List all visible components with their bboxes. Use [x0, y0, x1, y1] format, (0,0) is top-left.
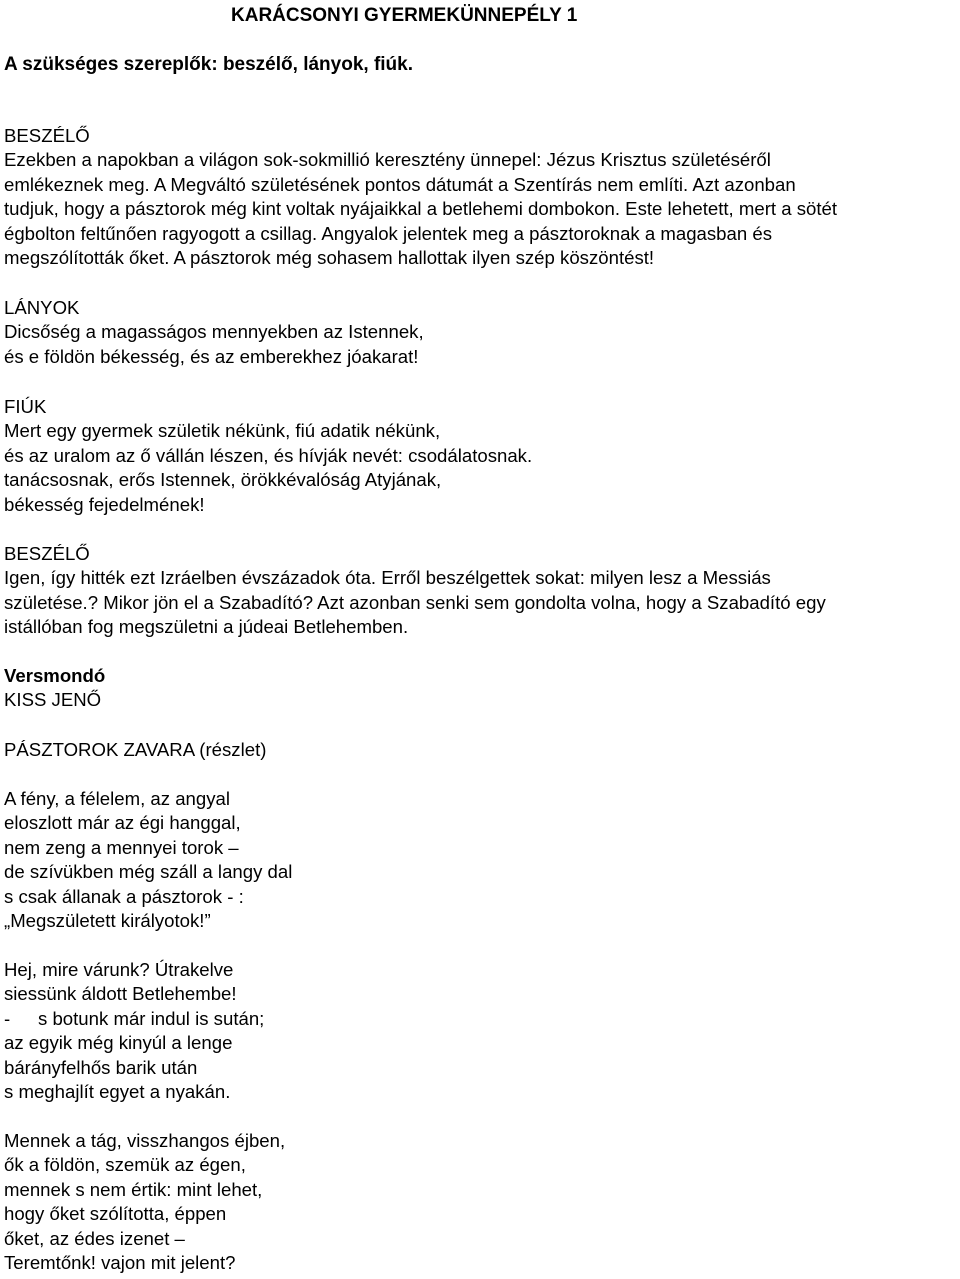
poem-line: de szívükben még száll a langy dal — [4, 861, 293, 883]
text-line: születése.? Mikor jön el a Szabadító? Azt azonban senki sem gondolta volna, hogy a Szabadító egy — [4, 591, 826, 613]
poem-line: siessünk áldott Betlehembe! — [4, 983, 237, 1005]
poem-title: PÁSZTOROK ZAVARA (részlet) — [4, 739, 267, 760]
poem-line: nem zeng a mennyei torok – — [4, 836, 239, 858]
poem-line: mennek s nem értik: mint lehet, — [4, 1178, 263, 1200]
speaker-section-boys — [4, 395, 956, 517]
poem-line: eloszlott már az égi hanggal, — [4, 812, 241, 834]
poem-line: s csak állanak a pásztorok - : — [4, 885, 244, 907]
text-line: és az uralom az ő vállán lészen, és hívják nevét: csodálatosnak. — [4, 444, 533, 466]
poem-stanza-3 — [4, 1129, 956, 1275]
speaker-label: BESZÉLŐ — [4, 543, 90, 564]
poem-line: az egyik még kinyúl a lenge — [4, 1032, 233, 1054]
poem-line: őket, az édes izenet – — [4, 1227, 185, 1249]
poem-line: hogy őket szólította, éppen — [4, 1203, 227, 1225]
speaker-label: BESZÉLŐ — [4, 125, 90, 146]
speaker-section-girls — [4, 296, 956, 369]
poem-line: Mennek a tág, visszhangos éjben, — [4, 1130, 286, 1151]
poem-author: KISS JENŐ — [4, 689, 102, 711]
poem-line: „Megszületett királyotok!” — [4, 910, 211, 932]
text-line: békesség fejedelmének! — [4, 493, 205, 515]
text-line: és e földön békesség, és az emberekhez jóakarat! — [4, 345, 419, 367]
poem-stanza-2 — [4, 958, 956, 1104]
reciter-role: Versmondó — [4, 665, 106, 686]
cast-list: A szükséges szereplők: beszélő, lányok, fiúk. — [4, 54, 414, 75]
text-line: égbolton feltűnően ragyogott a csillag. Angyalok jelentek meg a pásztoroknak a magasban és — [4, 222, 773, 244]
poem-header — [4, 664, 956, 713]
speaker-section-narrator-1 — [4, 124, 956, 270]
document-title: KARÁCSONYI GYERMEKÜNNEPÉLY 1 — [231, 5, 578, 26]
text-line: megszólították őket. A pásztorok még sohasem hallottak ilyen szép köszöntést! — [4, 247, 655, 269]
poem-line-text: s botunk már indul is sután; — [38, 1007, 265, 1029]
line-dash: - — [4, 1007, 11, 1029]
poem-line: A fény, a félelem, az angyal — [4, 788, 231, 809]
poem-line: Hej, mire várunk? Útrakelve — [4, 959, 234, 980]
speaker-label: LÁNYOK — [4, 297, 80, 318]
poem-line: s meghajlít egyet a nyakán. — [4, 1081, 231, 1103]
text-line: tudjuk, hogy a pásztorok még kint voltak nyájaikkal a betlehemi dombokon. Este lehetett, mert a sötét — [4, 198, 838, 220]
poem-line: bárányfelhős barik után — [4, 1056, 198, 1078]
text-line: Ezekben a napokban a világon sok-sokmillió keresztény ünnepel: Jézus Krisztus születéséről — [4, 149, 771, 171]
poem-title-block — [4, 738, 956, 762]
poem-stanza-1 — [4, 787, 956, 933]
speaker-section-narrator-2 — [4, 542, 956, 640]
poem-line: ők a földön, szemük az égen, — [4, 1154, 246, 1176]
poem-line: Teremtőnk! vajon mit jelent? — [4, 1252, 236, 1274]
text-line: Igen, így hitték ezt Izráelben évszázadok óta. Erről beszélgettek sokat: milyen lesz a Messiás — [4, 567, 771, 589]
text-line: istállóban fog megszületni a júdeai Betlehemben. — [4, 616, 409, 638]
speaker-label: FIÚK — [4, 396, 47, 417]
text-line: tanácsosnak, erős Istennek, örökkévalóság Atyjának, — [4, 469, 442, 491]
text-line: Dicsőség a magasságos mennyekben az Istennek, — [4, 321, 424, 343]
text-line: emlékeznek meg. A Megváltó születésének pontos dátumát a Szentírás nem említi. Azt azonban — [4, 173, 796, 195]
text-line: Mert egy gyermek születik nékünk, fiú adatik nékünk, — [4, 420, 441, 442]
poem-line-with-dash — [4, 1007, 956, 1031]
